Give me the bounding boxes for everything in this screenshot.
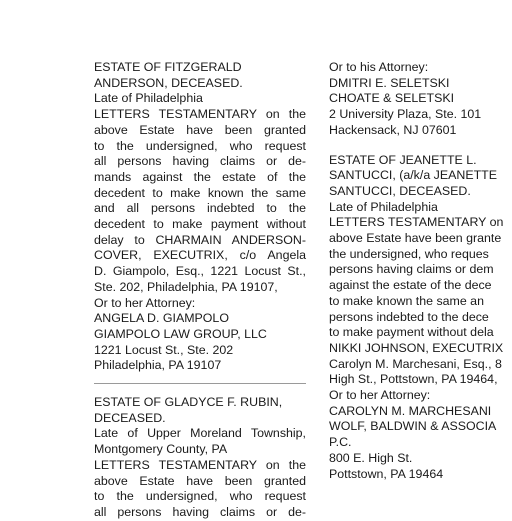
notice-line: SANTUCCI, (a/k/a JEANETTE (329, 168, 497, 183)
estate-notice-continuation (329, 60, 512, 139)
notice-line: ESTATE OF JEANETTE L. (329, 152, 477, 167)
notice-line: the undersigned, who reques (329, 246, 489, 261)
notice-line: persons indebted to the dece (329, 309, 489, 324)
notice-line: 800 E. High St. (329, 450, 413, 465)
notice-line: to the undersigned, who request (94, 138, 306, 153)
notice-line: Or to his Attorney: (329, 60, 429, 74)
notice-line: Late of Philadelphia (94, 91, 203, 106)
notice-line: all persons having claims or de- (94, 154, 306, 169)
notice-line: Montgomery County, PA (94, 442, 228, 457)
notice-line: to make known the same an (329, 293, 484, 308)
notice-line: persons having claims or dem (329, 262, 494, 277)
notice-line: ANGELA D. GIAMPOLO (94, 311, 229, 326)
notice-line: ESTATE OF FITZGERALD (94, 60, 242, 74)
notice-line: Late of Upper Moreland Township, (94, 426, 306, 441)
notice-line: ESTATE OF GLADYCE F. RUBIN, (94, 395, 283, 410)
notice-line: P.C. (329, 435, 352, 450)
notice-line: decedent to make payment without (94, 217, 306, 232)
notice-line: all persons having claims or de- (94, 504, 306, 519)
left-column (94, 60, 306, 521)
notice-line: 1221 Locust St., Ste. 202 (94, 342, 234, 357)
notice-line: DECEASED. (94, 410, 166, 425)
notice-line: D. Giampolo, Esq., 1221 Locust St., (94, 264, 306, 279)
notice-line: LETTERS TESTAMENTARY on the (94, 457, 306, 472)
estate-notice-fitzgerald-anderson (94, 60, 306, 374)
notice-line: SANTUCCI, DECEASED. (329, 183, 471, 198)
notice-line: above Estate have been granted (94, 122, 306, 137)
notice-line: LETTERS TESTAMENTARY on the (94, 107, 306, 122)
notice-line: Carolyn M. Marchesani, Esq., 8 (329, 356, 502, 371)
notice-line: Ste. 202, Philadelphia, PA 19107, (94, 279, 278, 294)
notice-line: to make payment without dela (329, 325, 494, 340)
notice-line: Philadelphia, PA 19107 (94, 358, 222, 373)
notice-line: GIAMPOLO LAW GROUP, LLC (94, 326, 267, 341)
notice-line: to the undersigned, who request (94, 489, 306, 504)
notice-divider (94, 383, 306, 384)
notice-line: 2 University Plaza, Ste. 101 (329, 107, 482, 122)
notice-line: Late of Philadelphia (329, 199, 438, 214)
notice-line: High St., Pottstown, PA 19464, (329, 372, 498, 387)
notice-line: COVER, EXECUTRIX, c/o Angela (94, 248, 306, 263)
notice-line: Or to her Attorney: (94, 295, 196, 310)
notice-line: decedent to make known the same (94, 185, 306, 200)
notice-line: LETTERS TESTAMENTARY on (329, 215, 504, 230)
notice-line: CAROLYN M. MARCHESANI (329, 403, 492, 418)
notice-line: Or to her Attorney: (329, 388, 431, 403)
notice-line: WOLF, BALDWIN & ASSOCIA (329, 419, 497, 434)
notice-line: above Estate have been granted (94, 473, 306, 488)
notice-line: against the estate of the dece (329, 278, 492, 293)
notice-line: NIKKI JOHNSON, EXECUTRIX (329, 340, 504, 355)
notice-line: mands against the estate of the (94, 169, 306, 184)
estate-notice-jeanette-santucci (329, 153, 512, 483)
notice-line: and all persons indebted to the (94, 201, 306, 216)
notice-line: Hackensack, NJ 07601 (329, 122, 457, 137)
right-column (329, 60, 512, 482)
notice-line: ANDERSON, DECEASED. (94, 75, 243, 90)
notice-line: above Estate have been grante (329, 231, 502, 246)
notice-line: Pottstown, PA 19464 (329, 466, 444, 481)
notice-line: DMITRI E. SELETSKI (329, 75, 450, 90)
notice-line: CHOATE & SELETSKI (329, 91, 455, 106)
notice-line: delay to CHARMAIN ANDERSON- (94, 232, 306, 247)
estate-notice-gladyce-rubin (94, 395, 306, 521)
